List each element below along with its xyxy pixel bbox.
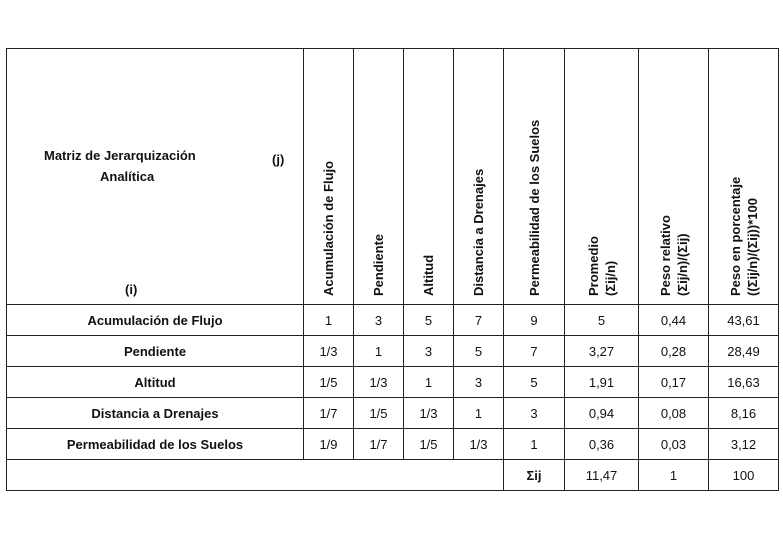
column-header-text: Distancia a Drenajes: [471, 168, 486, 296]
sum-row-spacer: [7, 460, 504, 491]
column-header-peso-relativo: [639, 49, 709, 305]
table-cell: 0,94: [565, 398, 639, 429]
column-header-text: Promedio: [585, 236, 601, 296]
column-header-permeabilidad: [504, 49, 565, 305]
matrix-title-line-2: Analítica: [100, 169, 155, 184]
column-header-promedio: [565, 49, 639, 305]
column-header-text: Peso relativo: [657, 215, 673, 296]
table-cell: 3: [404, 336, 454, 367]
table-cell: 3: [504, 398, 565, 429]
table-cell: 3: [454, 367, 504, 398]
row-label: Distancia a Drenajes: [7, 398, 304, 429]
table-cell: 16,63: [709, 367, 779, 398]
column-header-acumulacion: [304, 49, 354, 305]
column-header-formula: ((Σij/n)/(Σij))*100: [744, 198, 760, 296]
row-label: Pendiente: [7, 336, 304, 367]
table-cell: 3,27: [565, 336, 639, 367]
column-header-text: Permeabilidad de los Suelos: [526, 119, 542, 296]
table-cell: 0,44: [639, 305, 709, 336]
column-header-pendiente: [354, 49, 404, 305]
column-header-peso-porcentaje: [709, 49, 779, 305]
row-index-label: (i): [125, 282, 138, 297]
table-row: [7, 429, 779, 460]
column-header-formula: (Σij/n)/(Σij): [674, 233, 690, 296]
table-cell: 1/3: [454, 429, 504, 460]
table-cell: 1: [354, 336, 404, 367]
column-header-altitud: [404, 49, 454, 305]
matrix-title-line-1: Matriz de Jerarquización: [44, 148, 196, 163]
table-cell: 1/5: [404, 429, 454, 460]
table-cell: 0,03: [639, 429, 709, 460]
table-cell: 1/7: [304, 398, 354, 429]
table-cell: 5: [565, 305, 639, 336]
table-cell: 0,08: [639, 398, 709, 429]
table-cell: 1,91: [565, 367, 639, 398]
column-header-text: Peso en porcentaje: [727, 176, 743, 296]
matrix-title: [44, 145, 196, 187]
sum-row: [7, 460, 779, 491]
table-cell: 1/5: [354, 398, 404, 429]
table-cell: 5: [454, 336, 504, 367]
table-cell: 1: [304, 305, 354, 336]
row-label: Acumulación de Flujo: [7, 305, 304, 336]
table-cell: 1/9: [304, 429, 354, 460]
table-cell: 1/3: [354, 367, 404, 398]
table-cell: 7: [504, 336, 565, 367]
table-row: [7, 305, 779, 336]
table-row: [7, 336, 779, 367]
header-row: [7, 49, 779, 305]
column-header-formula: (Σij/n): [602, 260, 618, 296]
table-cell: 1/7: [354, 429, 404, 460]
table-row: [7, 398, 779, 429]
table-cell: 9: [504, 305, 565, 336]
table-cell: 28,49: [709, 336, 779, 367]
sum-cell: 100: [709, 460, 779, 491]
column-header-distancia: [454, 49, 504, 305]
column-header-text: Altitud: [421, 254, 436, 296]
table-cell: 1/3: [404, 398, 454, 429]
table-cell: 0,36: [565, 429, 639, 460]
table-cell: 43,61: [709, 305, 779, 336]
row-label: Altitud: [7, 367, 304, 398]
table-cell: 1: [454, 398, 504, 429]
table-cell: 3: [354, 305, 404, 336]
ahp-matrix-table: [6, 48, 779, 491]
sum-cell: 11,47: [565, 460, 639, 491]
table-cell: 8,16: [709, 398, 779, 429]
table-cell: 0,28: [639, 336, 709, 367]
column-index-label: (j): [272, 152, 285, 167]
table-cell: 5: [504, 367, 565, 398]
table-cell: 1: [404, 367, 454, 398]
row-label: Permeabilidad de los Suelos: [7, 429, 304, 460]
table-cell: 5: [404, 305, 454, 336]
table-cell: 1/3: [304, 336, 354, 367]
sum-cell: 1: [639, 460, 709, 491]
sum-label: Σij: [504, 460, 565, 491]
column-header-text: Acumulación de Flujo: [321, 160, 336, 296]
table-cell: 1: [504, 429, 565, 460]
table-cell: 3,12: [709, 429, 779, 460]
table-cell: 1/5: [304, 367, 354, 398]
table-cell: 7: [454, 305, 504, 336]
table-row: [7, 367, 779, 398]
table-cell: 0,17: [639, 367, 709, 398]
column-header-text: Pendiente: [371, 233, 386, 296]
matrix-corner-cell: [7, 49, 304, 305]
